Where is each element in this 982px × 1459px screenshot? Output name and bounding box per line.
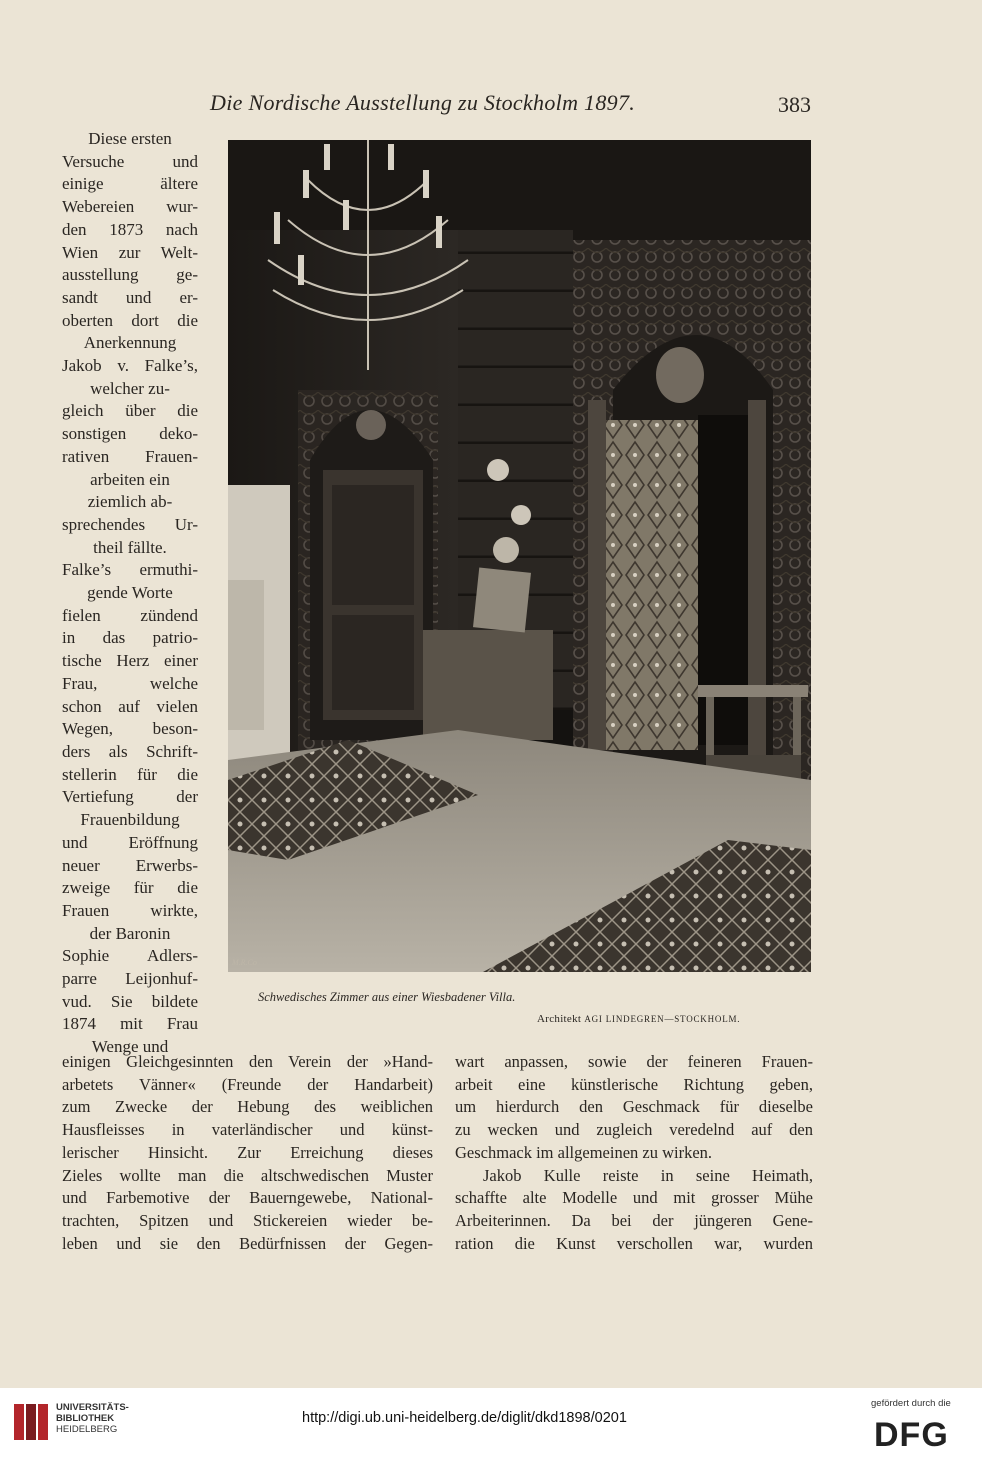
text-line: oberten dort die	[62, 310, 198, 330]
text-line: schaffte alte Modelle und mit grosser Mühe	[455, 1188, 813, 1208]
text-line: welcher zu-	[90, 378, 170, 398]
text-line: Wenge und	[91, 1037, 169, 1057]
side-column-text	[62, 128, 198, 1059]
text-line: und Eröffnung	[62, 832, 198, 852]
text-line: einige ältere	[62, 174, 198, 194]
text-line: in das patrio-	[62, 628, 198, 648]
right-body-column	[455, 1051, 813, 1255]
digitization-footer	[0, 1388, 982, 1459]
text-line: den 1873 nach	[62, 219, 198, 239]
text-line: ration die Kunst verschollen war, wurden	[455, 1233, 813, 1253]
text-line: trachten, Spitzen und Stickereien wieder be-	[62, 1210, 433, 1230]
library-line: UNIVERSITÄTS-	[56, 1402, 129, 1413]
text-line: ausstellung ge-	[62, 265, 198, 285]
text-line: Jakob Kulle reiste in seine Heimath,	[483, 1165, 813, 1185]
text-line: fielen zündend	[62, 605, 198, 625]
credit-name: AGI LINDEGREN—STOCKHOLM.	[584, 1014, 741, 1024]
text-line: Frauen wirkte,	[62, 900, 198, 920]
library-line: HEIDELBERG	[56, 1424, 118, 1435]
text-line: Zieles wollte man die altschwedischen Muster	[62, 1165, 433, 1185]
text-line: ziemlich ab-	[87, 492, 173, 512]
text-line: Vertiefung der	[62, 787, 198, 807]
text-line: arbeiten ein	[90, 469, 170, 489]
left-body-column	[62, 1051, 433, 1255]
text-line: neuer Erwerbs-	[62, 855, 198, 875]
text-line: vud. Sie bildete	[62, 991, 198, 1011]
text-line: Wegen, beson-	[62, 719, 198, 739]
text-line: sprechendes Ur-	[62, 514, 198, 534]
text-line: Arbeiterinnen. Da bei der jüngeren Gene-	[455, 1210, 813, 1230]
text-line: Jakob v. Falke’s,	[62, 356, 198, 376]
text-line: Frauenbildung	[80, 810, 180, 830]
text-line: rativen Frauen-	[62, 446, 198, 466]
running-header-title: Die Nordische Ausstellung zu Stockholm 1897.	[210, 90, 636, 115]
text-line: parre Leijonhuf-	[62, 969, 198, 989]
dfg-logo: DFG	[874, 1416, 949, 1454]
text-line: gleich über die	[62, 401, 198, 421]
text-line: und Farbemotive der Bauerngewebe, National-	[62, 1188, 433, 1208]
text-line: sandt und er-	[62, 287, 198, 307]
text-line: zu wecken und zugleich veredelnd auf den	[455, 1120, 813, 1140]
text-line: theil fällte.	[93, 537, 167, 557]
credit-prefix: Architekt	[537, 1013, 582, 1025]
text-line: ders als Schrift-	[62, 741, 198, 761]
text-line: stellerin für die	[62, 764, 198, 784]
funding-label: gefördert durch die	[871, 1398, 951, 1409]
text-line: Frau, welche	[62, 673, 198, 693]
text-line: der Baronin	[89, 923, 171, 943]
text-line: arbeit eine künstlerische Richtung geben,	[455, 1074, 813, 1094]
source-url-link[interactable]: http://digi.ub.uni-heidelberg.de/diglit/dkd1898/0201	[302, 1410, 627, 1426]
library-line: BIBLIOTHEK	[56, 1413, 115, 1424]
text-line: lerischer Hinsicht. Zur Erreichung dieses	[62, 1142, 433, 1162]
library-name	[56, 1402, 129, 1435]
text-line: Versuche und	[62, 151, 198, 171]
text-line: Hausfleisses in vaterländischer und künst-	[62, 1120, 433, 1140]
photo-signature: M.R.Co	[232, 958, 257, 967]
text-line: zweige für die	[62, 878, 198, 898]
text-line: Sophie Adlers-	[62, 946, 198, 966]
text-line: Geschmack im allgemeinen zu wirken.	[455, 1142, 713, 1162]
text-line: gende Worte	[87, 583, 173, 603]
text-line: arbetets Vänner« (Freunde der Handarbeit)	[62, 1074, 433, 1094]
text-line: zum Zwecke der Hebung des weiblichen	[62, 1097, 433, 1117]
text-line: tische Herz einer	[62, 651, 198, 671]
figure-credit	[537, 1013, 740, 1025]
text-line: schon auf vielen	[62, 696, 198, 716]
interior-photograph	[228, 140, 811, 972]
text-line: 1874 mit Frau	[62, 1014, 198, 1034]
text-line: sonstigen deko-	[62, 424, 198, 444]
text-line: Wien zur Welt-	[62, 242, 198, 262]
text-line: Diese ersten	[88, 129, 172, 148]
text-line: Webereien wur-	[62, 197, 198, 217]
figure-caption: Schwedisches Zimmer aus einer Wiesbadener Villa.	[258, 990, 516, 1004]
text-line: leben und sie den Bedürfnissen der Gegen-	[62, 1233, 433, 1253]
text-line: Falke’s ermuthi-	[62, 560, 198, 580]
text-line: wart anpassen, sowie der feineren Frauen-	[455, 1052, 813, 1071]
page-number: 383	[778, 92, 811, 117]
text-line: einigen Gleichgesinnten den Verein der »Hand-	[62, 1052, 433, 1071]
text-line: Anerkennung	[83, 333, 177, 353]
text-line: um hierdurch den Geschmack für dieselbe	[455, 1097, 813, 1117]
library-logo-icon	[12, 1400, 50, 1444]
